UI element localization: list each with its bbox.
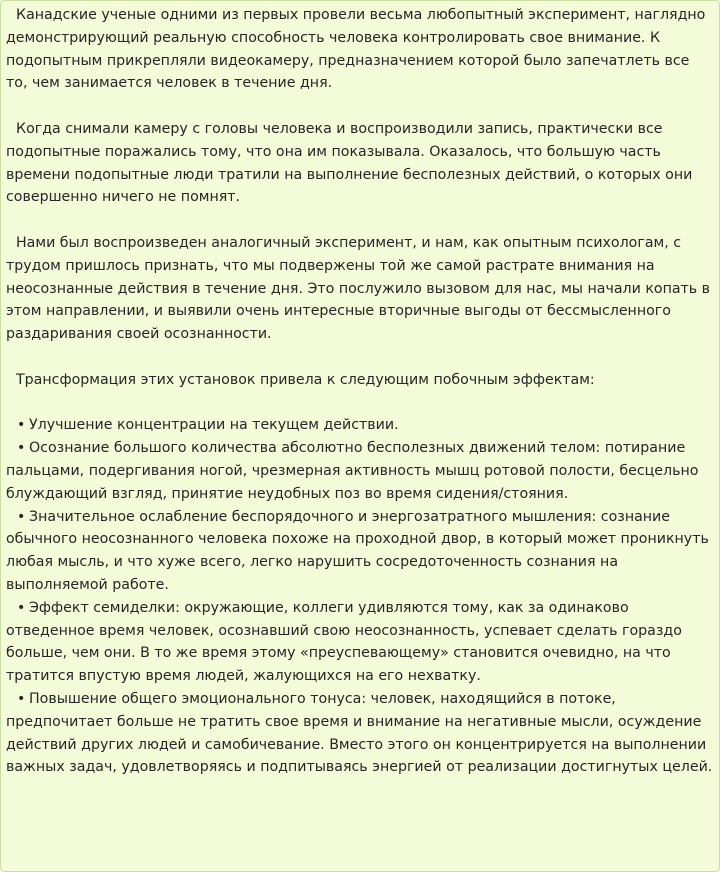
paragraph-1-text: Канадские ученые одними из первых провели весьма любопытный эксперимент, наглядно демонстрирующий реальную способность человека контролировать свое внимание. К подопытным прикрепляли видеокамеру, предназначением которой было запечатлеть все то, чем занимается человек в течение дня.	[6, 7, 706, 92]
list-item	[6, 414, 713, 437]
list-item-text: Значительное ослабление беспорядочного и энергозатратного мышления: сознание обычного неосознанного человека похоже на проходной двор, в который может проникнуть любая мысль, и что хуже всего, легко нарушить сосредоточенность сознания на выполняемой работе.	[6, 508, 709, 593]
bullet-icon: •	[17, 440, 26, 457]
effects-list	[6, 414, 713, 779]
list-item	[6, 437, 713, 505]
bullet-icon: •	[17, 599, 26, 616]
list-item	[6, 506, 713, 597]
list-item	[6, 688, 713, 779]
paragraph-4-text: Трансформация этих установок привела к следующим побочным эффектам:	[16, 371, 595, 388]
bullet-icon: •	[17, 690, 26, 707]
paragraph-4	[6, 369, 713, 392]
bullet-icon: •	[17, 417, 26, 434]
paragraph-1	[6, 4, 713, 95]
list-item-text: Эффект семиделки: окружающие, коллеги удивляются тому, как за одинаково отведенное время человек, осознавший свою неосознанность, успевает сделать гораздо больше, чем они. В то же время этому «преуспевающему» становится очевидно, на что тратится впустую время людей, жалующихся на его нехватку.	[6, 599, 682, 685]
paragraph-gap	[6, 209, 713, 232]
list-item	[6, 597, 713, 688]
paragraph-2-text: Когда снимали камеру с головы человека и воспроизводили запись, практически все подопытные поражались тому, что она им показывала. Оказалось, что большую часть времени подопытные люди тратили на выполнение бесполезных действий, о которых они совершенно ничего не помнят.	[6, 120, 693, 206]
paragraph-2	[6, 118, 713, 209]
paragraph-3-text: Нами был воспроизведен аналогичный эксперимент, и нам, как опытным психологам, с трудом пришлось признать, что мы подвержены той же самой растрате внимания на неосознанные действия в течение дня. Это послужило вызовом для нас, мы начали копать в этом направлении, и выявили очень интересные вторичные выгоды от бессмысленного раздаривания своей осознанности.	[6, 234, 711, 343]
list-item-text: Улучшение концентрации на текущем действии.	[29, 417, 399, 434]
paragraph-gap	[6, 95, 713, 118]
paragraph-gap	[6, 346, 713, 369]
paragraph-gap	[6, 392, 713, 415]
list-item-text: Повышение общего эмоционального тонуса: человек, находящийся в потоке, предпочитает больше не тратить свое время и внимание на негативные мысли, осуждение действий других людей и самобичевание. Вместо этого он концентрируется на выполнении важных задач, удовлетворяясь и подпитываясь энергией от реализации достигнутых целей.	[6, 690, 713, 776]
list-item-text: Осознание большого количества абсолютно бесполезных движений телом: потирание пальцами, подергивания ногой, чрезмерная активность мышц ротовой полости, бесцельно блуждающий взгляд, принятие неудобных поз во время сидения/стояния.	[6, 440, 699, 502]
bullet-icon: •	[17, 508, 26, 525]
paragraph-3	[6, 232, 713, 346]
